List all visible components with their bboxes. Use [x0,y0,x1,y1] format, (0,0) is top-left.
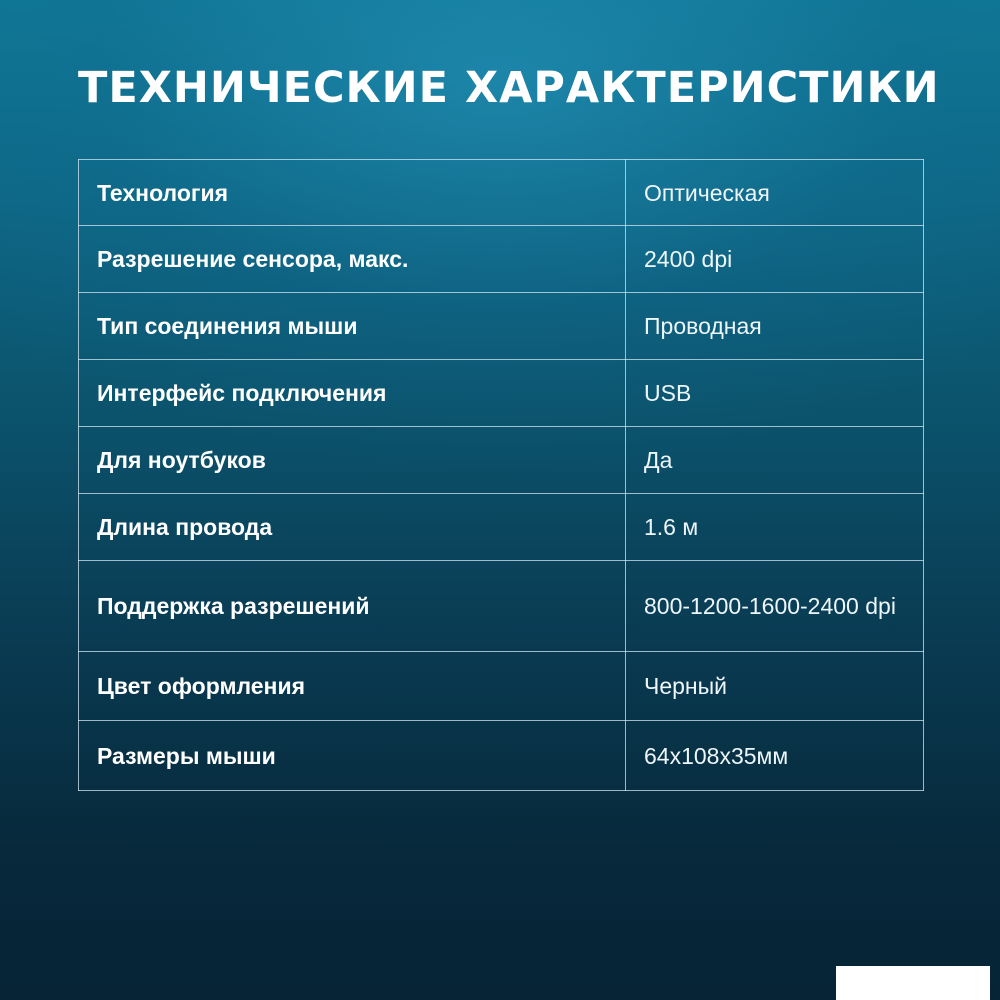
spec-label: Размеры мыши [79,721,626,791]
table-row [79,226,924,293]
table-row [79,293,924,360]
spec-value: Проводная [626,293,924,360]
spec-value: USB [626,360,924,427]
table-row [79,360,924,427]
spec-value: 2400 dpi [626,226,924,293]
table-row [79,427,924,494]
spec-label: Интерфейс подключения [79,360,626,427]
spec-label: Технология [79,160,626,226]
table-row [79,652,924,721]
spec-label: Разрешение сенсора, макс. [79,226,626,293]
table-row [79,494,924,561]
page-title: ТЕХНИЧЕСКИЕ ХАРАКТЕРИСТИКИ [78,63,940,113]
spec-label: Поддержка разрешений [79,561,626,652]
table-row [79,160,924,226]
spec-value: 800-1200-1600-2400 dpi [626,561,924,652]
spec-value: 1.6 м [626,494,924,561]
spec-value: Да [626,427,924,494]
specs-table [78,159,924,791]
corner-white-box [836,966,990,1000]
table-row [79,561,924,652]
spec-label: Тип соединения мыши [79,293,626,360]
spec-label: Длина провода [79,494,626,561]
spec-value: Оптическая [626,160,924,226]
spec-label: Цвет оформления [79,652,626,721]
spec-value: 64x108x35мм [626,721,924,791]
table-row [79,721,924,791]
spec-label: Для ноутбуков [79,427,626,494]
spec-value: Черный [626,652,924,721]
